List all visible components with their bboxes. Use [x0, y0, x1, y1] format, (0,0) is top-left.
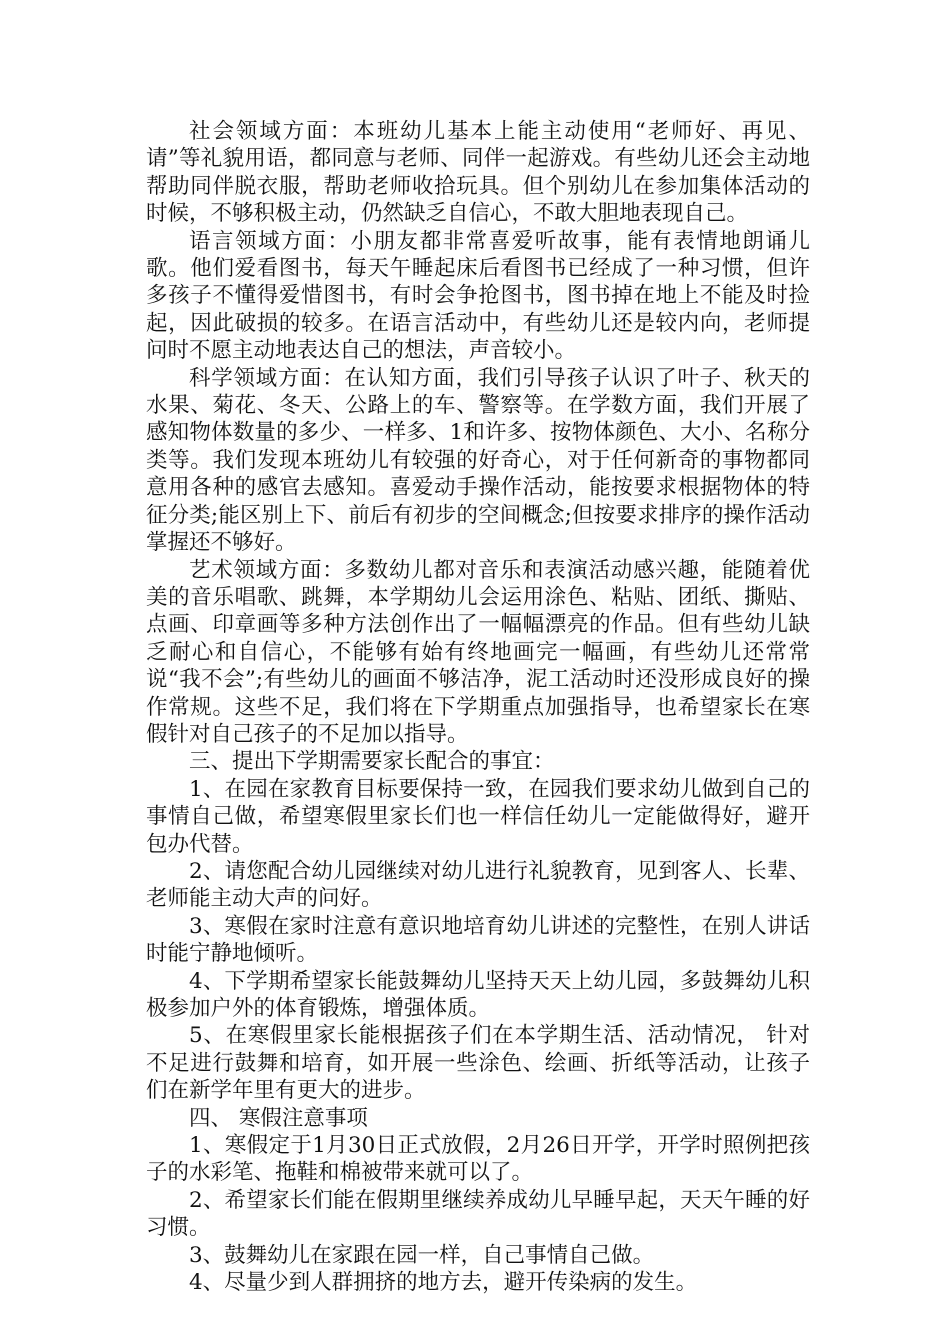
list-item-winter-break-2: 2、希望家长们能在假期里继续养成幼儿早睡早起，天天午睡的好习惯。: [146, 1187, 810, 1241]
paragraph-language-domain: 语言领域方面：小朋友都非常喜爱听故事，能有表情地朗诵儿歌。他们爱看图书，每天午睡起床后看图书已经成了一种习惯，但许多孩子不懂得爱惜图书，有时会争抢图书，图书掉在地上不能及时捡起，因此破损的较多。在语言活动中，有些幼儿还是较内向，老师提问时不愿主动地表达自己的想法，声音较小。: [146, 228, 810, 364]
list-item-cooperation-2: 2、请您配合幼儿园继续对幼儿进行礼貌教育，见到客人、长辈、老师能主动大声的问好。: [146, 858, 810, 912]
paragraph-science-domain: 科学领域方面：在认知方面，我们引导孩子认识了叶子、秋天的水果、菊花、冬天、公路上的车、警察等。在学数方面，我们开展了感知物体数量的多少、一样多、1和许多、按物体颜色、大小、名称分类等。我们发现本班幼儿有较强的好奇心，对于任何新奇的事物都同意用各种的感官去感知。喜爱动手操作活动，能按要求根据物体的特征分类;能区别上下、前后有初步的空间概念;但按要求排序的操作活动掌握还不够好。: [146, 365, 810, 556]
list-item-winter-break-1: 1、寒假定于1月30日正式放假，2月26日开学，开学时照例把孩子的水彩笔、拖鞋和棉被带来就可以了。: [146, 1133, 810, 1186]
list-item-cooperation-5: 5、在寒假里家长能根据孩子们在本学期生活、活动情况， 针对不足进行鼓舞和培育，如开展一些涂色、绘画、折纸等活动，让孩子们在新学年里有更大的进步。: [146, 1023, 810, 1104]
paragraph-art-domain: 艺术领域方面：多数幼儿都对音乐和表演活动感兴趣，能随着优美的音乐唱歌、跳舞，本学期幼儿会运用涂色、粘贴、团纸、撕贴、点画、印章画等多种方法创作出了一幅幅漂亮的作品。但有些幼儿缺乏耐心和自信心，不能够有始有终地画完一幅画，有些幼儿还常常说“我不会”;有些幼儿的画面不够洁净，泥工活动时还没形成良好的操作常规。这些不足，我们将在下学期重点加强指导，也希望家长在寒假针对自己孩子的不足加以指导。: [146, 557, 810, 747]
list-item-winter-break-4: 4、尽量少到人群拥挤的地方去，避开传染病的发生。: [189, 1270, 698, 1296]
list-item-cooperation-1: 1、在园在家教育目标要保持一致，在园我们要求幼儿做到自己的事情自己做，希望寒假里家长们也一样信任幼儿一定能做得好，避开包办代替。: [146, 776, 810, 857]
section-heading-winter-break: 四、 寒假注意事项: [189, 1105, 368, 1131]
paragraph-social-domain: 社会领域方面：本班幼儿基本上能主动使用“老师好、再见、请”等礼貌用语，都同意与老师、同伴一起游戏。有些幼儿还会主动地帮助同伴脱衣服，帮助老师收拾玩具。但个别幼儿在参加集体活动的时候，不够积极主动，仍然缺乏自信心，不敢大胆地表现自己。: [146, 119, 810, 227]
document-body: [146, 118, 810, 1296]
list-item-cooperation-3: 3、寒假在家时注意有意识地培育幼儿讲述的完整性，在别人讲话时能宁静地倾听。: [146, 913, 810, 967]
list-item-cooperation-4: 4、下学期希望家长能鼓舞幼儿坚持天天上幼儿园，多鼓舞幼儿积极参加户外的体育锻炼，增强体质。: [146, 968, 810, 1021]
section-heading-parent-cooperation: 三、提出下学期需要家长配合的事宜：: [189, 749, 555, 775]
list-item-winter-break-3: 3、鼓舞幼儿在家跟在园一样，自己事情自己做。: [189, 1242, 655, 1268]
